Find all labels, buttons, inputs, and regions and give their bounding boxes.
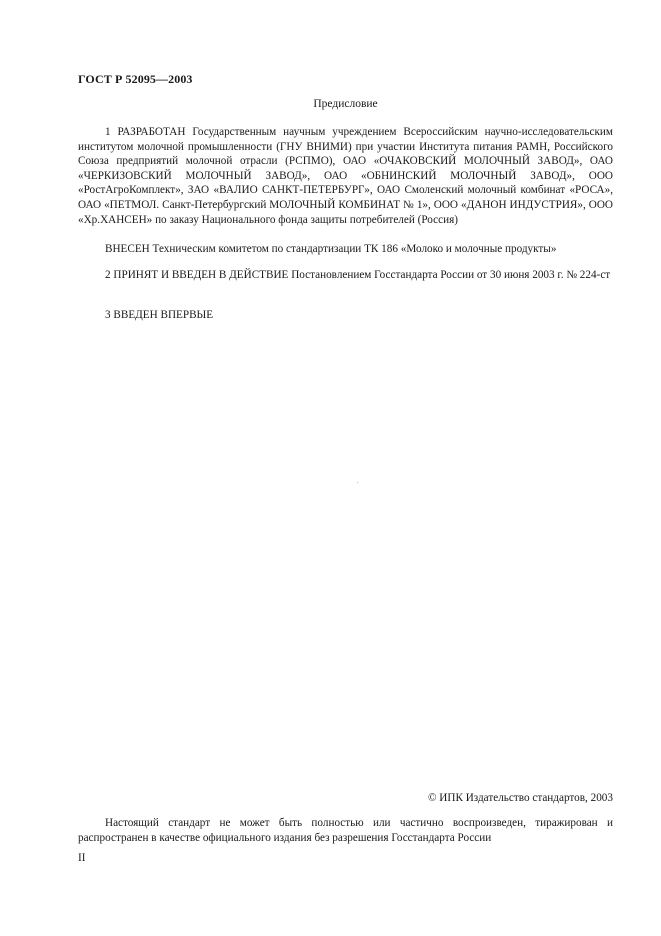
page-number: II (78, 852, 86, 864)
paragraph-introduced: ВНЕСЕН Техническим комитетом по стандартизации ТК 186 «Молоко и молочные продукты» (105, 243, 557, 255)
paragraph-first-time: 3 ВВЕДЕН ВПЕРВЫЕ (105, 309, 214, 321)
paragraph-adopted: 2 ПРИНЯТ И ВВЕДЕН В ДЕЙСТВИЕ Постановлением Госстандарта России от 30 июня 2003 г. № 224-ст (105, 269, 611, 281)
scan-speck (357, 482, 358, 483)
reproduction-notice: Настоящий стандарт не может быть полностью или частично воспроизведен, тиражирован и распространен в качестве официального издания без разрешения Госстандарта России (78, 817, 613, 844)
standard-code-header: ГОСТ Р 52095—2003 (78, 72, 193, 86)
section-title: Предисловие (313, 98, 378, 110)
copyright-line: © ИПК Издательство стандартов, 2003 (427, 792, 613, 804)
paragraph-developed: 1 РАЗРАБОТАН Государственным научным учреждением Всероссийским научно-исследовательским институтом молочной промышленности (ГНУ ВНИМИ) при участии Института питания РАМН, Российского Союза предприятий молочной отрасли (РСПМО), ОАО «ОЧАКОВСКИЙ МОЛОЧНЫЙ ЗАВОД», ОАО «ЧЕРКИЗОВСКИЙ МОЛОЧНЫЙ ЗАВОД», ОАО «ОБНИНСКИЙ МОЛОЧНЫЙ ЗАВОД», ООО «РостАгроКомплект», ЗАО «ВАЛИО САНКТ-ПЕТЕРБУРГ», ОАО Смоленский молочный комбинат «РОСА», ОАО «ПЕТМОЛ. Санкт-Петербургский МОЛОЧНЫЙ КОМБИНАТ № 1», ООО «ДАНОН ИНДУСТРИЯ», ООО «Хр.ХАНСЕН» по заказу Национального фонда защиты потребителей (Россия) (78, 126, 613, 226)
